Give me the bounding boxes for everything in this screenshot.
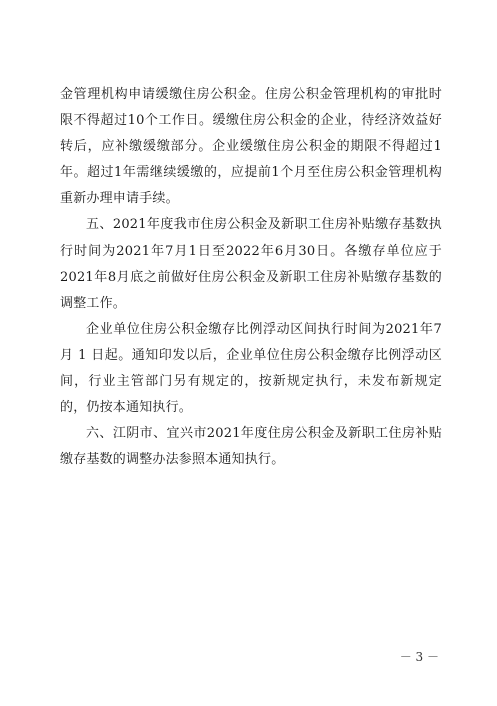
document-body: [60, 82, 442, 473]
paragraph-item-five: 五、2021年度我市住房公积金及新职工住房补贴缴存基数执行时间为2021年7月1日至2022年6月30日。各缴存单位应于2021年8月底之前做好住房公积金及新职工住房补贴缴存基数的调整工作。: [60, 217, 442, 311]
page-number: － 3 －: [399, 650, 439, 664]
paragraph-item-six: 六、江阴市、宜兴市2021年度住房公积金及新职工住房补贴缴存基数的调整办法参照本通知执行。: [60, 426, 442, 468]
paragraph-rate-range: 企业单位住房公积金缴存比例浮动区间执行时间为2021年7月 1 日起。通知印发以后，企业单位住房公积金缴存比例浮动区间，行业主管部门另有规定的，按新规定执行，未发布新规定的，仍按本通知执行。: [60, 321, 442, 416]
paragraph-continuation: 金管理机构申请缓缴住房公积金。住房公积金管理机构的审批时限不得超过10个工作日。缓缴住房公积金的企业，待经济效益好转后，应补缴缓缴部分。企业缓缴住房公积金的期限不得超过1年。超过1年需继续缓缴的，应提前1个月至住房公积金管理机构重新办理申请手续。: [60, 87, 442, 207]
